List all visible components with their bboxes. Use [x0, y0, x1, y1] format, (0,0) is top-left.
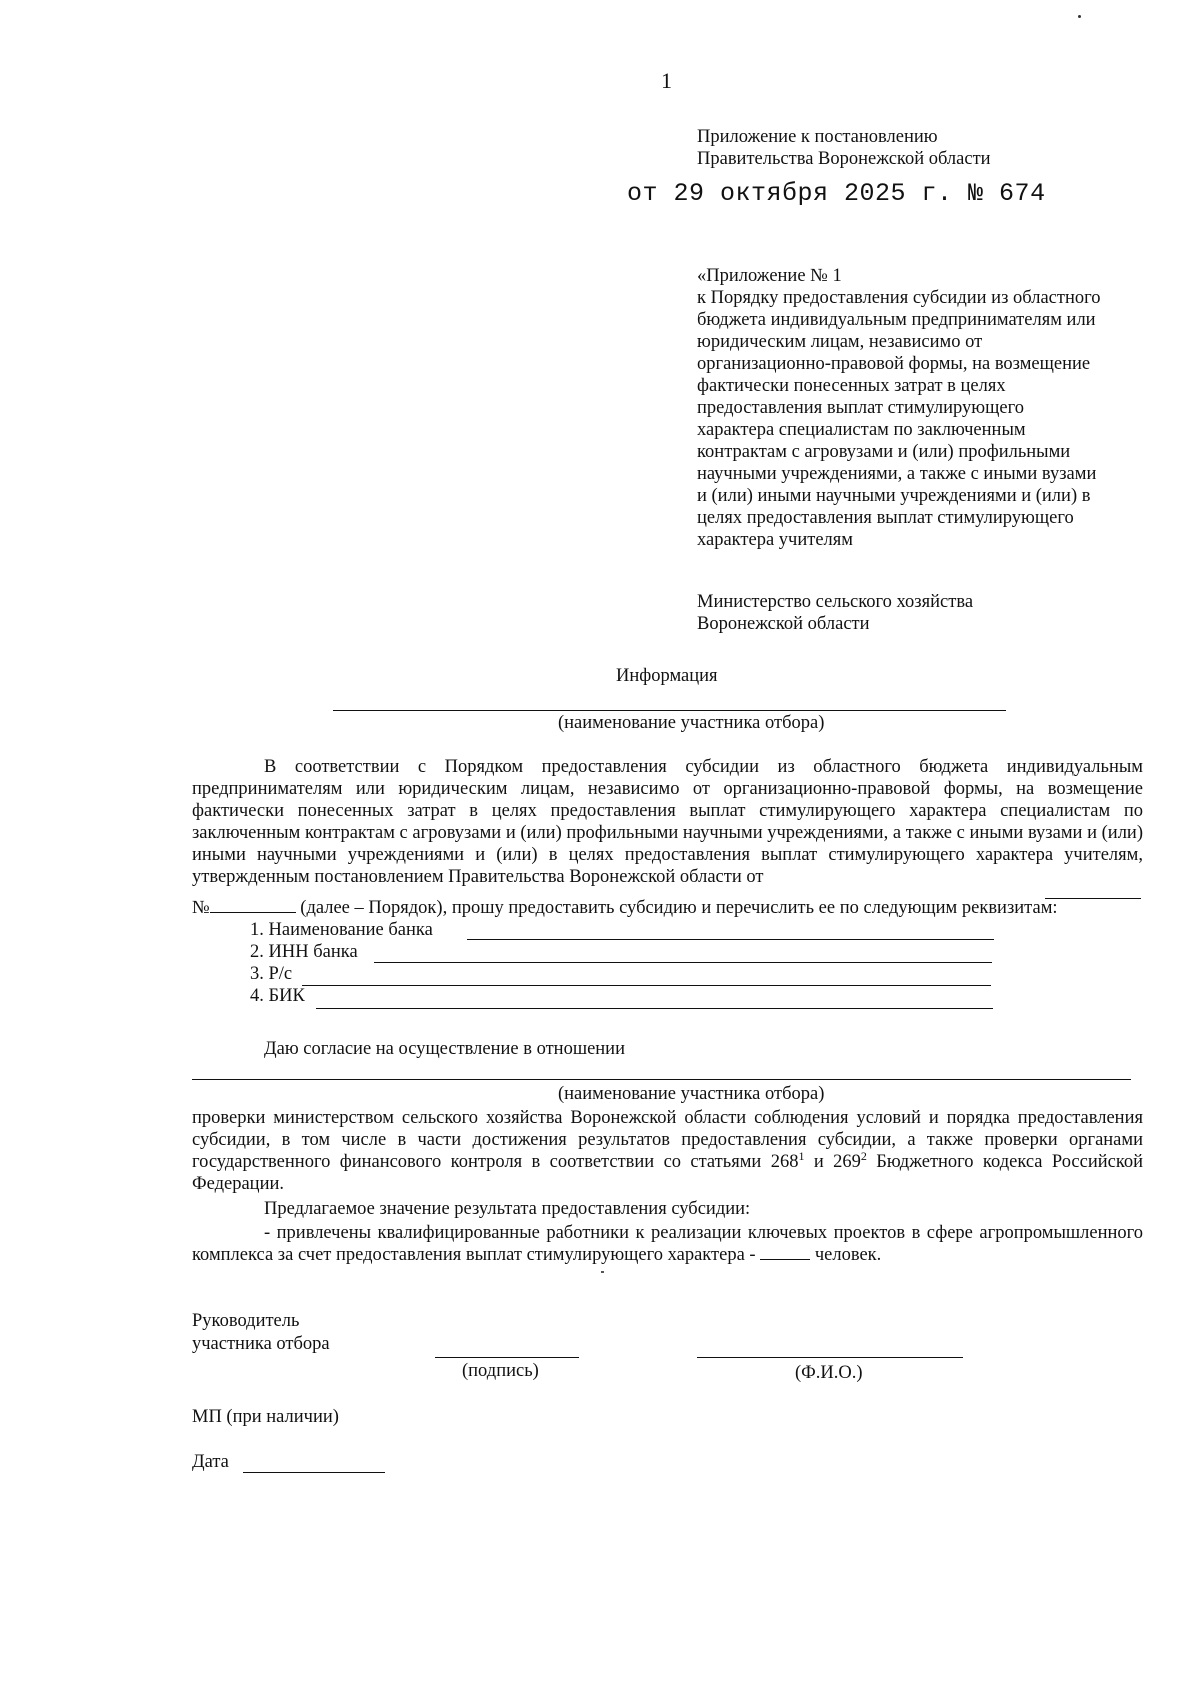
consent-text: проверки министерством сельского хозяйства Воронежской области соблюдения условий и порядка предоставления субсидии, в том числе в части достижения результатов предоставления субсидии, а также проверки органами государственного финансового контроля в соответствии со статьями: [192, 1108, 1143, 1172]
decree-number-blank: [210, 898, 296, 913]
signatory-title-line-1: Руководитель: [192, 1311, 300, 1331]
page-number: 1: [661, 68, 672, 93]
participant-name-line: [333, 710, 1006, 711]
request-paragraph-tail: [192, 897, 1058, 919]
appendix-reference: [697, 265, 1137, 551]
date-label: Дата: [192, 1452, 229, 1472]
stamp-label: МП (при наличии): [192, 1407, 339, 1427]
scan-speck: [601, 1271, 604, 1273]
workers-count-blank: [760, 1245, 810, 1260]
account-field: [302, 985, 991, 986]
result-heading: Предлагаемое значение результата предоставления субсидии:: [264, 1199, 751, 1219]
decree-date-blank: [1045, 898, 1141, 899]
appendix-line: «Приложение № 1: [697, 266, 842, 286]
signatory-title-line-2: участника отбора: [192, 1334, 330, 1354]
article-268-sup: 1: [798, 1148, 805, 1163]
signature-line: [435, 1357, 579, 1358]
article-268: 268: [770, 1152, 799, 1172]
appendix-line: контрактам с агровузами и (или) профильными: [697, 442, 1071, 462]
decree-header: [697, 126, 1077, 170]
scan-speck: [1078, 15, 1081, 18]
consent-intro: Даю согласие на осуществление в отношении: [264, 1039, 625, 1059]
appendix-line: предоставления выплат стимулирующего: [697, 398, 1024, 418]
appendix-line: фактически понесенных затрат в целях: [697, 376, 1006, 396]
article-269-sup: 2: [860, 1148, 867, 1163]
ministry-addressee: [697, 591, 973, 635]
ministry-line-2: Воронежской области: [697, 614, 870, 634]
appendix-line: юридическим лицам, независимо от: [697, 332, 983, 352]
appendix-line: научными учреждениями, а также с иными вузами: [697, 464, 1097, 484]
participant-caption: (наименование участника отбора): [558, 713, 825, 733]
result-unit: человек.: [814, 1245, 882, 1265]
signature-caption: (подпись): [462, 1361, 539, 1381]
date-field: [243, 1472, 385, 1473]
requisite-bank-inn-label: 2. ИНН банка: [250, 942, 358, 962]
appendix-line: характера специалистам по заключенным: [697, 420, 1026, 440]
requisite-bik-label: 4. БИК: [250, 986, 305, 1006]
consent-participant-caption: (наименование участника отбора): [558, 1084, 825, 1104]
request-paragraph: В соответствии с Порядком предоставления субсидии из областного бюджета индивидуальным предпринимателям или юридическим лицам, независимо от организационно-правовой формы, на возмещение фактически понесенных затрат в целях предоставления выплат стимулирующего характера специалистам по заключенным контрактам с агровузами и (или) профильными научными учреждениями, а также с иными вузами и (или) иными научными учреждениями и (или) в целях предоставления выплат стимулирующего характера учителям, утвержденным постановлением Правительства Воронежской области от: [192, 757, 1143, 887]
article-269: 269: [833, 1152, 861, 1172]
requisite-bank-name-label: 1. Наименование банка: [250, 920, 433, 940]
appendix-line: организационно-правовой формы, на возмещение: [697, 354, 1091, 374]
appendix-line: характера учителям: [697, 530, 854, 550]
appendix-line: к Порядку предоставления субсидии из областного: [697, 288, 1101, 308]
bank-name-field: [467, 939, 994, 940]
decree-date-number: от 29 октября 2025 г. № 674: [627, 179, 1046, 208]
bank-inn-field: [374, 962, 992, 963]
appendix-line: и (или) иными научными учреждениями и (или) в: [697, 486, 1091, 506]
requisite-account-label: 3. Р/с: [250, 964, 293, 984]
ministry-line-1: Министерство сельского хозяйства: [697, 592, 974, 612]
appendix-line: целях предоставления выплат стимулирующего: [697, 508, 1074, 528]
bik-field: [316, 1008, 993, 1009]
number-sign: №: [192, 898, 210, 918]
document-title: Информация: [616, 666, 718, 686]
request-tail-text: (далее – Порядок), прошу предоставить субсидию и перечислить ее по следующим реквизитам:: [300, 898, 1058, 918]
consent-paragraph: [192, 1107, 1143, 1195]
conjunction-and: и: [813, 1152, 824, 1172]
header-line-1: Приложение к постановлению: [697, 127, 938, 147]
budget-code-text: Бюджетного кодекса Российской Федерации.: [192, 1152, 1144, 1194]
full-name-caption: (Ф.И.О.): [795, 1363, 863, 1383]
appendix-line: бюджета индивидуальным предпринимателям или: [697, 310, 1096, 330]
full-name-line: [697, 1357, 963, 1358]
result-item-text: - привлечены квалифицированные работники к реализации ключевых проектов в сфере агропромышленного комплекса за счет предоставления выплат стимулирующего характера -: [192, 1223, 1143, 1265]
result-item: [192, 1222, 1143, 1266]
consent-participant-line: [192, 1079, 1131, 1080]
header-line-2: Правительства Воронежской области: [697, 149, 991, 169]
